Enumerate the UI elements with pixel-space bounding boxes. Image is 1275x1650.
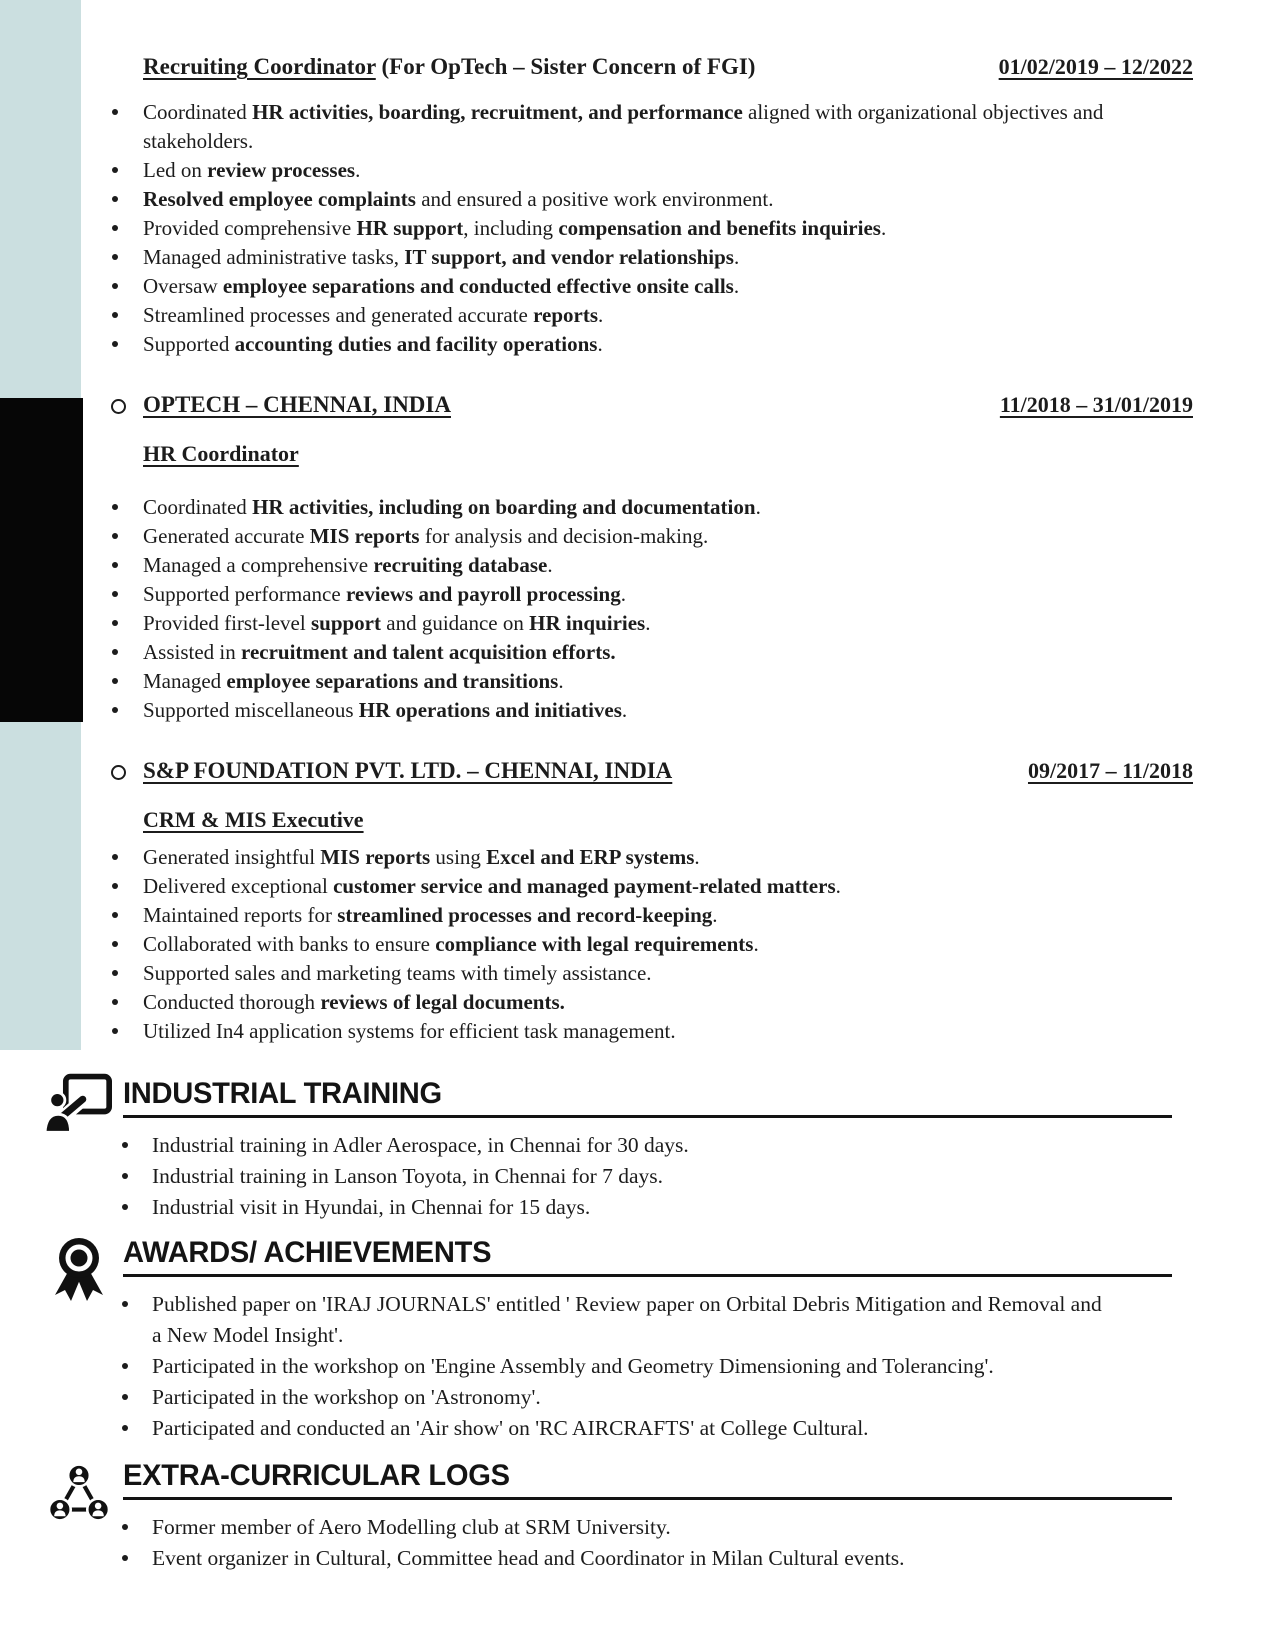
text-segment: Supported performance — [143, 582, 346, 606]
text-segment: reviews of legal documents. — [320, 990, 565, 1014]
text-segment: compensation and benefits inquiries — [558, 216, 881, 240]
section-title — [123, 1237, 1172, 1277]
text-segment: Led on — [143, 158, 208, 182]
section-title — [123, 1460, 1172, 1500]
text-segment: . — [733, 245, 740, 269]
date-range: 11/2018 – 31/01/2019 — [999, 392, 1193, 417]
list-item — [108, 493, 1193, 522]
list-item — [108, 696, 1193, 725]
list-item — [108, 843, 1193, 872]
text-segment: Supported sales and marketing teams with timely assistance. — [143, 961, 652, 985]
text-segment: Managed administrative tasks, — [143, 245, 405, 269]
text-segment: . — [597, 332, 603, 356]
text-segment: Utilized In4 application systems for efficient task management. — [143, 1019, 676, 1043]
text-segment: Resolved employee complaints — [143, 187, 416, 211]
circle-bullet-icon — [111, 399, 126, 414]
job-title-suffix: (For OpTech – Sister Concern of FGI) — [375, 54, 756, 79]
list-item: Participated in the workshop on 'Engine Assembly and Geometry Dimensioning and Tolerancing'. — [108, 1351, 1172, 1382]
list-item: Event organizer in Cultural, Committee head and Coordinator in Milan Cultural events. — [108, 1543, 1172, 1574]
text-segment: Supported miscellaneous — [143, 698, 359, 722]
role-heading-text: HR Coordinator — [143, 441, 299, 466]
text-segment: HR activities, boarding, recruitment, and performance — [252, 100, 743, 124]
text-segment: employee separations and conducted effective onsite calls — [222, 274, 734, 298]
section-title — [123, 1078, 1172, 1118]
text-segment: . — [880, 216, 887, 240]
company-name — [143, 755, 672, 787]
text-segment: Supported — [143, 332, 235, 356]
text-segment: MIS reports — [309, 524, 420, 548]
list-item — [108, 214, 1193, 243]
text-segment: . — [733, 274, 740, 298]
text-segment: recruiting database — [373, 553, 548, 577]
text-segment: compliance with legal requirements — [435, 932, 754, 956]
text-segment: accounting duties and facility operations — [234, 332, 598, 356]
text-segment: Maintained reports for — [143, 903, 338, 927]
company-row — [108, 755, 1193, 787]
text-segment: aligned with organizational objectives and stakeholders. — [143, 100, 1104, 153]
list-item — [108, 98, 1193, 156]
text-segment: employee separations and transitions — [226, 669, 559, 693]
list-item: Industrial training in Lanson Toyota, in Chennai for 7 days. — [108, 1161, 1172, 1192]
text-segment: Conducted thorough — [143, 990, 321, 1014]
text-segment: using — [430, 845, 487, 869]
company-row — [108, 389, 1193, 421]
list-item: Industrial training in Adler Aerospace, in Chennai for 30 days. — [108, 1130, 1172, 1161]
text-segment: streamlined processes and record-keeping — [337, 903, 713, 927]
text-segment: Excel and ERP systems — [486, 845, 695, 869]
list-item — [108, 930, 1193, 959]
section-header — [43, 1237, 1172, 1277]
text-segment: . — [712, 903, 718, 927]
text-segment: HR inquiries — [529, 611, 646, 635]
list-item — [108, 272, 1193, 301]
list-item: Industrial visit in Hyundai, in Chennai for 15 days. — [108, 1192, 1172, 1223]
text-segment: . — [835, 874, 841, 898]
text-segment: for analysis and decision-making. — [419, 524, 709, 548]
job-title-text: Recruiting Coordinator — [143, 54, 376, 79]
text-segment: HR operations and initiatives — [358, 698, 622, 722]
list-item — [108, 330, 1193, 359]
text-segment: HR support — [356, 216, 464, 240]
company-name-text: S&P FOUNDATION PVT. LTD. – CHENNAI, INDIA — [143, 758, 673, 783]
list-item — [108, 156, 1193, 185]
text-segment: support — [310, 611, 381, 635]
text-segment: . — [355, 158, 361, 182]
text-segment: reports — [533, 303, 598, 327]
lower-sections — [108, 1072, 1172, 1574]
date-range: 01/02/2019 – 12/2022 — [998, 54, 1193, 79]
list-item — [108, 872, 1193, 901]
text-segment: . — [598, 303, 604, 327]
section-header — [43, 1072, 1172, 1118]
text-segment: . — [558, 669, 564, 693]
role-heading — [108, 439, 1193, 469]
list-item: Former member of Aero Modelling club at SRM University. — [108, 1512, 1172, 1543]
text-segment: Streamlined processes and generated accurate — [143, 303, 534, 327]
list-item — [108, 551, 1193, 580]
people-network-icon — [43, 1464, 115, 1522]
circle-bullet-icon — [111, 765, 126, 780]
presentation-icon — [43, 1072, 115, 1134]
section-awards-achievements — [108, 1237, 1172, 1444]
section-extra-curricular-logs — [108, 1460, 1172, 1574]
award-ribbon-icon — [43, 1237, 115, 1303]
text-segment: MIS reports — [320, 845, 431, 869]
text-segment: , including — [463, 216, 559, 240]
text-segment: Delivered exceptional — [143, 874, 334, 898]
text-segment: Coordinated — [143, 495, 253, 519]
job-title — [143, 52, 755, 82]
company-name-text: OPTECH – CHENNAI, INDIA — [143, 392, 451, 417]
bullet-list — [108, 843, 1193, 1046]
experience-section — [108, 52, 1193, 1046]
list-item — [108, 580, 1193, 609]
list-item — [108, 243, 1193, 272]
text-segment: Collaborated with banks to ensure — [143, 932, 436, 956]
list-item: Participated in the workshop on 'Astronomy'. — [108, 1382, 1172, 1413]
text-segment: Generated accurate — [143, 524, 310, 548]
text-segment: . — [645, 611, 651, 635]
list-item — [108, 901, 1193, 930]
text-segment: Assisted in — [143, 640, 242, 664]
text-segment: . — [755, 495, 761, 519]
section-title-text: AWARDS/ ACHIEVEMENTS — [123, 1236, 492, 1269]
text-segment: Provided first-level — [143, 611, 311, 635]
text-segment: Generated insightful — [143, 845, 321, 869]
text-segment: IT support, and vendor relationships — [404, 245, 734, 269]
role-heading — [108, 805, 1193, 835]
text-segment: . — [620, 582, 626, 606]
section-title-text: INDUSTRIAL TRAINING — [123, 1077, 442, 1110]
text-segment: . — [694, 845, 700, 869]
list-item — [108, 1017, 1193, 1046]
list-item — [108, 522, 1193, 551]
text-segment: and ensured a positive work environment. — [415, 187, 774, 211]
text-segment: HR activities, including on boarding and documentation — [252, 495, 756, 519]
bullet-list — [108, 1512, 1172, 1574]
bullet-list — [108, 1130, 1172, 1223]
text-segment: and guidance on — [381, 611, 530, 635]
list-item — [108, 988, 1193, 1017]
list-item — [108, 638, 1193, 667]
bullet-list — [108, 98, 1193, 359]
date-range: 09/2017 – 11/2018 — [1027, 758, 1193, 783]
text-segment: Provided comprehensive — [143, 216, 357, 240]
list-item — [108, 301, 1193, 330]
list-item — [108, 959, 1193, 988]
text-segment: customer service and managed payment-related matters — [333, 874, 836, 898]
section-title-text: EXTRA-CURRICULAR LOGS — [123, 1459, 510, 1492]
list-item — [108, 667, 1193, 696]
text-segment: recruitment and talent acquisition efforts. — [241, 640, 616, 664]
text-segment: Oversaw — [143, 274, 223, 298]
text-segment: . — [753, 932, 759, 956]
list-item — [108, 185, 1193, 214]
text-segment: . — [547, 553, 553, 577]
list-item — [108, 609, 1193, 638]
text-segment: Managed a comprehensive — [143, 553, 374, 577]
section-header — [43, 1460, 1172, 1500]
bullet-list — [108, 493, 1193, 725]
role-heading-text: CRM & MIS Executive — [143, 807, 364, 832]
text-segment: . — [621, 698, 628, 722]
text-segment: review processes — [207, 158, 356, 182]
bullet-list — [108, 1289, 1172, 1444]
company-name — [143, 389, 451, 421]
job-title-row — [108, 52, 1193, 82]
text-segment: Managed — [143, 669, 227, 693]
list-item: Participated and conducted an 'Air show' on 'RC AIRCRAFTS' at College Cultural. — [108, 1413, 1172, 1444]
list-item: Published paper on 'IRAJ JOURNALS' entitled ' Review paper on Orbital Debris Mitigation and Removal and a New Model Insight'. — [108, 1289, 1172, 1351]
text-segment: reviews and payroll processing — [345, 582, 621, 606]
section-industrial-training — [108, 1072, 1172, 1223]
text-segment: Coordinated — [143, 100, 253, 124]
